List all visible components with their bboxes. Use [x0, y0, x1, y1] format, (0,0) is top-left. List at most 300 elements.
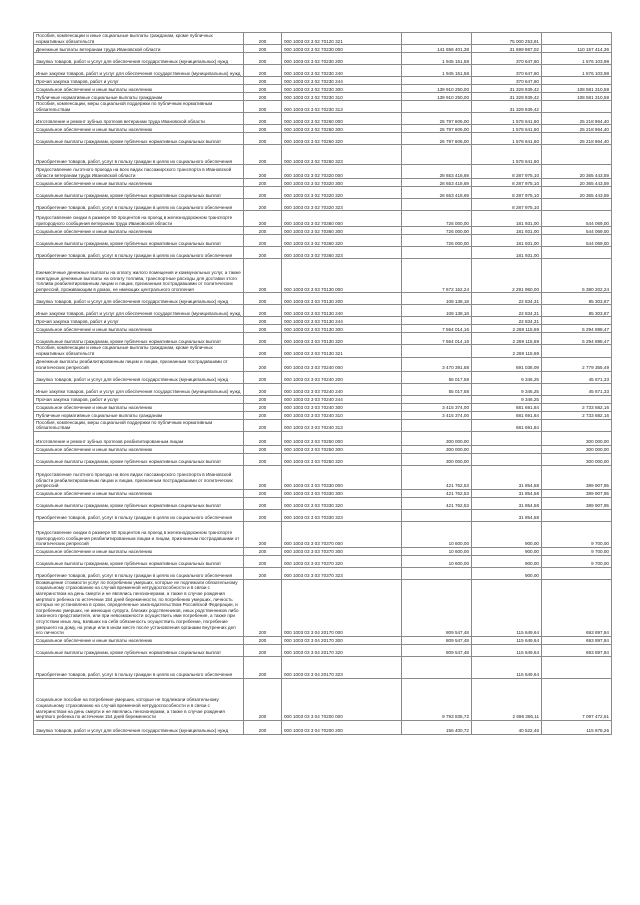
row-name-cell: Социальное пособие на погребение умерших, которые не подлежали обязательному социальному страхованию на случай временной нетрудоспособности и в связи с материнством на день смерти и не являлись пенсионерами, а также в случае рождения мертвого ребенка по истечении 154 дней беременности — [34, 678, 244, 720]
row-name-cell: Иные закупки товаров, работ и услуг для обеспечения государственных (муниципальных) нужд — [34, 305, 244, 317]
unexecuted-amount-cell — [542, 101, 612, 113]
executed-amount-cell: 370 647,60 — [472, 53, 542, 65]
row-name-cell: Социальное обеспечение и иные выплаты населению — [34, 445, 244, 453]
budget-classification-cell: 000 1003 03 3 03 70240 000 — [282, 357, 402, 371]
unexecuted-amount-cell — [542, 145, 612, 165]
budget-classification-cell: 000 1003 03 3 03 70240 244 — [282, 395, 402, 403]
executed-amount-cell: 31 854,58 — [472, 489, 542, 497]
budget-classification-cell: 000 1003 03 3 02 70320 300 — [282, 179, 402, 187]
row-code-cell: 200 — [244, 145, 282, 165]
row-code-cell: 200 — [244, 113, 282, 125]
row-name-cell: Социальные выплаты гражданам, кроме публичных нормативных социальных выплат — [34, 133, 244, 145]
executed-amount-cell: 8 287 975,10 — [472, 187, 542, 199]
approved-amount-cell: 7 564 014,16 — [402, 325, 472, 333]
row-name-cell: Иные закупки товаров, работ и услуг для обеспечения государственных (муниципальных) нужд — [34, 383, 244, 395]
row-name-cell: Социальное обеспечение и иные выплаты населению — [34, 85, 244, 93]
unexecuted-amount-cell: 25 218 964,40 — [542, 125, 612, 133]
approved-amount-cell — [402, 199, 472, 211]
budget-classification-cell: 000 1003 03 3 02 70230 313 — [282, 101, 402, 113]
approved-amount-cell: 28 653 418,69 — [402, 187, 472, 199]
approved-amount-cell: 7 672 152,24 — [402, 259, 472, 293]
executed-amount-cell: 181 931,00 — [472, 247, 542, 259]
approved-amount-cell: 139 910 250,00 — [402, 93, 472, 101]
row-code-cell: 200 — [244, 199, 282, 211]
row-code-cell: 200 — [244, 431, 282, 445]
approved-amount-cell: 10 600,00 — [402, 555, 472, 567]
executed-amount-cell: 31 699 987,02 — [472, 45, 542, 53]
budget-classification-cell: 000 1003 03 3 03 70370 000 — [282, 521, 402, 547]
budget-classification-cell: 000 1003 03 3 03 70130 240 — [282, 305, 402, 317]
row-name-cell: Пособия, компенсации и иные социальные выплаты гражданам, кроме публичных нормативных обязательств — [34, 33, 244, 45]
row-code-cell: 200 — [244, 325, 282, 333]
approved-amount-cell: 139 910 250,00 — [402, 85, 472, 93]
table-row — [34, 383, 612, 395]
row-name-cell: Социальные выплаты гражданам, кроме публичных нормативных социальных выплат — [34, 187, 244, 199]
budget-classification-cell: 000 1003 03 3 02 70320 323 — [282, 199, 402, 211]
approved-amount-cell: 726 000,00 — [402, 211, 472, 227]
approved-amount-cell — [402, 317, 472, 325]
approved-amount-cell: 28 653 418,69 — [402, 179, 472, 187]
row-name-cell: Возмещение стоимости услуг по погребению умерших, которые не подлежали обязательному социальному страхованию на случай временной нетрудоспособности и в связи с материнством на день смерти и не являлись пенсионерами, а также в случае рождения мертвого ребенка по истечении 154 дней беременности, по погребению умерших, личность которых не установлена в сроки, определенные законодательством Российской Федерации, и погребению умерших, не имеющих супруга, близких родственников, иных родственников либо законного представителя, или при невозможности осуществить ими погребение, а также при отсутствии иных лиц, взявших на себя обязанность осуществить погребение, погребение умершего на дому, на улице или в ином месте после установления органами внутренних дел его личности — [34, 579, 244, 636]
row-name-cell: Социальные выплаты гражданам, кроме публичных нормативных социальных выплат — [34, 644, 244, 656]
budget-classification-cell: 000 1003 03 3 02 70260 300 — [282, 125, 402, 133]
unexecuted-amount-cell: 2 733 682,16 — [542, 411, 612, 419]
table-row — [34, 555, 612, 567]
row-code-cell: 200 — [244, 317, 282, 325]
row-code-cell: 200 — [244, 371, 282, 383]
approved-amount-cell — [402, 509, 472, 521]
table-row — [34, 113, 612, 125]
executed-amount-cell: 31 854,58 — [472, 497, 542, 509]
approved-amount-cell — [402, 567, 472, 579]
row-name-cell: Пособия, компенсации, меры социальной поддержки по публичным нормативным обязательствам — [34, 101, 244, 113]
budget-classification-cell: 000 1003 03 3 03 70250 000 — [282, 431, 402, 445]
budget-classification-cell: 000 1003 03 3 03 70240 313 — [282, 419, 402, 431]
row-name-cell: Пособия, компенсации, меры социальной поддержки по публичным нормативным обязательствам — [34, 419, 244, 431]
table-row — [34, 579, 612, 636]
table-row — [34, 465, 612, 489]
unexecuted-amount-cell: 9 700,00 — [542, 555, 612, 567]
table-row — [34, 45, 612, 53]
row-code-cell: 200 — [244, 644, 282, 656]
table-row — [34, 345, 612, 357]
budget-classification-cell: 000 1003 03 3 02 70230 300 — [282, 85, 402, 93]
row-code-cell: 200 — [244, 555, 282, 567]
budget-classification-cell: 000 1003 03 3 03 70250 320 — [282, 453, 402, 465]
approved-amount-cell: 7 564 014,16 — [402, 333, 472, 345]
row-code-cell: 200 — [244, 45, 282, 53]
approved-amount-cell — [402, 419, 472, 431]
row-code-cell: 200 — [244, 579, 282, 636]
row-code-cell: 200 — [244, 636, 282, 644]
executed-amount-cell: 1 578 641,60 — [472, 133, 542, 145]
executed-amount-cell: 691 036,09 — [472, 357, 542, 371]
row-code-cell: 200 — [244, 357, 282, 371]
unexecuted-amount-cell — [542, 395, 612, 403]
unexecuted-amount-cell: 9 700,00 — [542, 521, 612, 547]
unexecuted-amount-cell: 5 380 202,24 — [542, 259, 612, 293]
approved-amount-cell: 26 797 606,00 — [402, 113, 472, 125]
budget-classification-cell: 000 1003 03 3 02 70360 323 — [282, 247, 402, 259]
row-code-cell: 200 — [244, 293, 282, 305]
row-code-cell: 200 — [244, 101, 282, 113]
unexecuted-amount-cell: 300 000,00 — [542, 431, 612, 445]
unexecuted-amount-cell: 5 294 898,47 — [542, 325, 612, 333]
budget-classification-cell: 000 1003 03 3 02 70360 000 — [282, 211, 402, 227]
table-row — [34, 187, 612, 199]
budget-classification-cell: 000 1003 03 3 03 70240 300 — [282, 403, 402, 411]
table-row — [34, 227, 612, 235]
executed-amount-cell: 1 578 641,60 — [472, 113, 542, 125]
row-code-cell: 200 — [244, 547, 282, 555]
row-code-cell: 200 — [244, 656, 282, 678]
table-row — [34, 403, 612, 411]
executed-amount-cell: 181 931,00 — [472, 211, 542, 227]
row-name-cell: Публичные нормативные социальные выплаты гражданам — [34, 93, 244, 101]
executed-amount-cell: 8 287 975,10 — [472, 179, 542, 187]
row-code-cell: 200 — [244, 85, 282, 93]
budget-classification-cell: 000 1003 03 3 03 70370 323 — [282, 567, 402, 579]
row-code-cell: 200 — [244, 345, 282, 357]
row-code-cell: 200 — [244, 403, 282, 411]
row-name-cell: Закупка товаров, работ и услуг для обеспечения государственных (муниципальных) нужд — [34, 293, 244, 305]
unexecuted-amount-cell: 2 733 682,16 — [542, 403, 612, 411]
row-code-cell: 200 — [244, 383, 282, 395]
unexecuted-amount-cell: 85 303,87 — [542, 293, 612, 305]
row-name-cell: Приобретение товаров, работ, услуг в пользу граждан в целях их социального обеспечения — [34, 567, 244, 579]
table-row — [34, 125, 612, 133]
row-code-cell: 200 — [244, 125, 282, 133]
row-code-cell: 200 — [244, 445, 282, 453]
table-row — [34, 509, 612, 521]
approved-amount-cell — [402, 345, 472, 357]
approved-amount-cell: 10 600,00 — [402, 521, 472, 547]
approved-amount-cell — [402, 77, 472, 85]
unexecuted-amount-cell: 544 069,00 — [542, 227, 612, 235]
row-name-cell: Приобретение товаров, работ, услуг в пользу граждан в целях их социального обеспечения — [34, 509, 244, 521]
unexecuted-amount-cell — [542, 656, 612, 678]
row-code-cell: 200 — [244, 179, 282, 187]
approved-amount-cell: 726 000,00 — [402, 235, 472, 247]
approved-amount-cell: 421 762,53 — [402, 465, 472, 489]
approved-amount-cell: 108 138,18 — [402, 293, 472, 305]
row-code-cell: 200 — [244, 678, 282, 720]
row-name-cell: Предоставление скидки в размере 50 процентов на проезд в железнодорожном транспорте пригородного сообщения ветеранам труда Ивановской области — [34, 211, 244, 227]
executed-amount-cell: 40 522,46 — [472, 720, 542, 734]
executed-amount-cell: 115 649,64 — [472, 656, 542, 678]
approved-amount-cell — [402, 656, 472, 678]
executed-amount-cell: 75 000 253,91 — [472, 33, 542, 45]
table-row — [34, 317, 612, 325]
budget-classification-cell: 000 1003 03 3 02 70360 320 — [282, 235, 402, 247]
executed-amount-cell: 9 346,25 — [472, 395, 542, 403]
table-row — [34, 211, 612, 227]
table-row — [34, 333, 612, 345]
budget-classification-cell: 000 1003 03 3 02 70260 000 — [282, 113, 402, 125]
budget-classification-cell: 000 1003 03 3 02 70120 321 — [282, 33, 402, 45]
table-row — [34, 411, 612, 419]
budget-classification-cell: 000 1003 03 3 02 70320 320 — [282, 187, 402, 199]
row-name-cell: Социальное обеспечение и иные выплаты населению — [34, 636, 244, 644]
approved-amount-cell: 156 400,72 — [402, 720, 472, 734]
row-name-cell: Иные закупки товаров, работ и услуг для обеспечения государственных (муниципальных) нужд — [34, 65, 244, 77]
executed-amount-cell: 8 287 975,10 — [472, 165, 542, 179]
executed-amount-cell: 1 578 641,60 — [472, 125, 542, 133]
executed-amount-cell: 2 291 950,00 — [472, 259, 542, 293]
row-code-cell: 200 — [244, 497, 282, 509]
row-code-cell: 200 — [244, 165, 282, 179]
unexecuted-amount-cell — [542, 77, 612, 85]
row-code-cell: 200 — [244, 453, 282, 465]
row-name-cell: Предоставление льготного проезда на всех видах пассажирского транспорта в Ивановской области реабилитированным лицам и лицам, признанным пострадавшими от политических репрессий — [34, 465, 244, 489]
row-name-cell: Социальное обеспечение и иные выплаты населению — [34, 325, 244, 333]
budget-classification-cell: 000 1003 03 3 04 70200 200 — [282, 720, 402, 734]
budget-classification-cell: 000 1003 03 3 03 70130 321 — [282, 345, 402, 357]
table-row — [34, 419, 612, 431]
executed-amount-cell: 681 691,84 — [472, 411, 542, 419]
table-row — [34, 497, 612, 509]
unexecuted-amount-cell: 7 097 472,61 — [542, 678, 612, 720]
row-name-cell: Социальные выплаты гражданам, кроме публичных нормативных социальных выплат — [34, 453, 244, 465]
executed-amount-cell: 8 287 975,10 — [472, 199, 542, 211]
unexecuted-amount-cell: 5 294 898,47 — [542, 333, 612, 345]
budget-classification-cell: 000 1003 03 3 04 20170 300 — [282, 636, 402, 644]
approved-amount-cell: 26 797 606,00 — [402, 125, 472, 133]
unexecuted-amount-cell: 1 576 103,98 — [542, 53, 612, 65]
approved-amount-cell: 28 653 418,69 — [402, 165, 472, 179]
row-name-cell: Прочая закупка товаров, работ и услуг — [34, 317, 244, 325]
budget-classification-cell: 000 1003 03 3 02 70230 240 — [282, 65, 402, 77]
approved-amount-cell: 300 000,00 — [402, 431, 472, 445]
approved-amount-cell: 108 138,18 — [402, 305, 472, 317]
budget-classification-cell: 000 1003 03 3 03 70330 320 — [282, 497, 402, 509]
row-name-cell: Социальное обеспечение и иные выплаты населению — [34, 179, 244, 187]
executed-amount-cell: 31 854,58 — [472, 509, 542, 521]
executed-amount-cell: 22 834,31 — [472, 317, 542, 325]
budget-classification-cell: 000 1003 03 3 03 70370 300 — [282, 547, 402, 555]
budget-classification-cell: 000 1003 03 3 03 70330 323 — [282, 509, 402, 521]
row-name-cell: Пособия, компенсации и иные социальные выплаты гражданам, кроме публичных нормативных обязательств — [34, 345, 244, 357]
table-row — [34, 179, 612, 187]
table-row — [34, 247, 612, 259]
table-row — [34, 101, 612, 113]
budget-classification-cell: 000 1003 03 3 03 70130 300 — [282, 325, 402, 333]
table-row — [34, 145, 612, 165]
budget-classification-cell: 000 1003 03 3 03 70130 000 — [282, 259, 402, 293]
executed-amount-cell: 181 931,00 — [472, 227, 542, 235]
table-row — [34, 199, 612, 211]
executed-amount-cell: 681 691,84 — [472, 419, 542, 431]
approved-amount-cell: 421 762,53 — [402, 489, 472, 497]
executed-amount-cell: 900,00 — [472, 555, 542, 567]
unexecuted-amount-cell: 389 907,95 — [542, 497, 612, 509]
row-code-cell: 200 — [244, 247, 282, 259]
approved-amount-cell: 10 600,00 — [402, 547, 472, 555]
approved-amount-cell: 9 793 835,72 — [402, 678, 472, 720]
budget-classification-cell: 000 1003 03 3 02 70320 000 — [282, 165, 402, 179]
executed-amount-cell: 2 696 366,11 — [472, 678, 542, 720]
row-name-cell: Социальные выплаты гражданам, кроме публичных нормативных социальных выплат — [34, 555, 244, 567]
row-code-cell: 200 — [244, 53, 282, 65]
unexecuted-amount-cell: 1 576 103,98 — [542, 65, 612, 77]
unexecuted-amount-cell: 115 878,26 — [542, 720, 612, 734]
table-row — [34, 65, 612, 77]
row-name-cell: Изготовление и ремонт зубных протезов ветеранам труда Ивановской области — [34, 113, 244, 125]
row-code-cell: 200 — [244, 211, 282, 227]
executed-amount-cell: 1 578 641,60 — [472, 145, 542, 165]
approved-amount-cell: 421 762,53 — [402, 497, 472, 509]
row-name-cell: Социальные выплаты гражданам, кроме публичных нормативных социальных выплат — [34, 333, 244, 345]
unexecuted-amount-cell — [542, 567, 612, 579]
approved-amount-cell: 3 470 391,58 — [402, 357, 472, 371]
executed-amount-cell: 9 346,25 — [472, 383, 542, 395]
executed-amount-cell — [472, 453, 542, 465]
unexecuted-amount-cell: 45 671,33 — [542, 383, 612, 395]
approved-amount-cell: 1 945 151,58 — [402, 53, 472, 65]
unexecuted-amount-cell: 544 069,00 — [542, 211, 612, 227]
table-body — [34, 33, 612, 735]
table-row — [34, 93, 612, 101]
row-code-cell: 200 — [244, 305, 282, 317]
unexecuted-amount-cell — [542, 317, 612, 325]
approved-amount-cell: 1 945 151,58 — [402, 65, 472, 77]
budget-classification-cell: 000 1003 03 3 03 70130 200 — [282, 293, 402, 305]
row-name-cell: Социальное обеспечение и иные выплаты населению — [34, 547, 244, 555]
row-name-cell: Приобретение товаров, работ, услуг в пользу граждан в целях их социального обеспечения — [34, 199, 244, 211]
row-name-cell: Предоставление льготного проезда на всех видах пассажирского транспорта в Ивановской области ветеранам труда Ивановской области — [34, 165, 244, 179]
row-code-cell: 200 — [244, 93, 282, 101]
table-row — [34, 489, 612, 497]
row-name-cell: Прочая закупка товаров, работ и услуг — [34, 77, 244, 85]
unexecuted-amount-cell: 9 700,00 — [542, 547, 612, 555]
table-row — [34, 720, 612, 734]
budget-classification-cell: 000 1003 03 3 02 70230 000 — [282, 45, 402, 53]
unexecuted-amount-cell: 20 365 443,59 — [542, 179, 612, 187]
approved-amount-cell: 26 797 606,00 — [402, 133, 472, 145]
table-row — [34, 85, 612, 93]
row-name-cell: Социальное обеспечение и иные выплаты населению — [34, 489, 244, 497]
executed-amount-cell: 31 854,58 — [472, 465, 542, 489]
row-code-cell: 200 — [244, 333, 282, 345]
row-code-cell: 200 — [244, 395, 282, 403]
unexecuted-amount-cell: 693 897,84 — [542, 644, 612, 656]
approved-amount-cell — [402, 145, 472, 165]
unexecuted-amount-cell: 693 897,84 — [542, 579, 612, 636]
budget-classification-cell: 000 1003 03 3 02 70230 200 — [282, 53, 402, 65]
approved-amount-cell: 300 000,00 — [402, 453, 472, 465]
budget-classification-cell: 000 1003 03 3 03 70330 300 — [282, 489, 402, 497]
row-code-cell: 200 — [244, 411, 282, 419]
table-row — [34, 547, 612, 555]
row-code-cell: 200 — [244, 489, 282, 497]
unexecuted-amount-cell: 300 000,00 — [542, 453, 612, 465]
unexecuted-amount-cell — [542, 509, 612, 521]
row-name-cell: Изготовление и ремонт зубных протезов реабилитированным лицам — [34, 431, 244, 445]
executed-amount-cell: 31 329 939,42 — [472, 101, 542, 113]
row-code-cell: 200 — [244, 259, 282, 293]
unexecuted-amount-cell: 389 907,95 — [542, 489, 612, 497]
table-row — [34, 133, 612, 145]
approved-amount-cell: 300 000,00 — [402, 445, 472, 453]
executed-amount-cell: 115 649,64 — [472, 644, 542, 656]
executed-amount-cell: 181 931,00 — [472, 235, 542, 247]
row-name-cell: Социальные выплаты гражданам, кроме публичных нормативных социальных выплат — [34, 497, 244, 509]
budget-classification-cell: 000 1003 03 3 03 70240 310 — [282, 411, 402, 419]
budget-classification-cell: 000 1003 03 3 03 70250 300 — [282, 445, 402, 453]
row-name-cell: Закупка товаров, работ и услуг для обеспечения государственных (муниципальных) нужд — [34, 371, 244, 383]
unexecuted-amount-cell — [542, 247, 612, 259]
budget-execution-table — [33, 32, 612, 735]
table-row — [34, 33, 612, 45]
row-name-cell: Ежемесячные денежные выплаты на оплату жилого помещения и коммунальных услуг, а также ежегодные денежные выплаты на оплату топлива, транспортные расходы для доставки этого топлива реабилитированным лицам и лицам, признанным пострадавшими от политических репрессий, проживающим в домах, не имеющих центрального отопления — [34, 259, 244, 293]
row-code-cell: 200 — [244, 33, 282, 45]
row-name-cell: Денежные выплаты ветеранам труда Ивановской области — [34, 45, 244, 53]
executed-amount-cell: 370 647,60 — [472, 65, 542, 77]
table-row — [34, 453, 612, 465]
executed-amount-cell: 2 269 115,69 — [472, 325, 542, 333]
table-row — [34, 431, 612, 445]
approved-amount-cell: 809 547,48 — [402, 579, 472, 636]
unexecuted-amount-cell — [542, 33, 612, 45]
approved-amount-cell: 3 415 374,00 — [402, 411, 472, 419]
unexecuted-amount-cell — [542, 345, 612, 357]
unexecuted-amount-cell: 25 218 964,40 — [542, 133, 612, 145]
approved-amount-cell — [402, 247, 472, 259]
row-code-cell: 200 — [244, 235, 282, 247]
row-code-cell: 200 — [244, 227, 282, 235]
row-name-cell: Закупка товаров, работ и услуг для обеспечения государственных (муниципальных) нужд — [34, 720, 244, 734]
executed-amount-cell: 22 834,31 — [472, 293, 542, 305]
table-row — [34, 395, 612, 403]
table-row — [34, 644, 612, 656]
executed-amount-cell: 31 329 939,42 — [472, 93, 542, 101]
unexecuted-amount-cell: 108 581 310,58 — [542, 85, 612, 93]
approved-amount-cell: 3 415 374,00 — [402, 403, 472, 411]
approved-amount-cell: 726 000,00 — [402, 227, 472, 235]
row-name-cell: Социальные выплаты гражданам, кроме публичных нормативных социальных выплат — [34, 235, 244, 247]
executed-amount-cell: 2 269 115,69 — [472, 333, 542, 345]
budget-classification-cell: 000 1003 03 3 03 70130 244 — [282, 317, 402, 325]
table-row — [34, 53, 612, 65]
table-row — [34, 371, 612, 383]
budget-classification-cell: 000 1003 03 3 03 70330 000 — [282, 465, 402, 489]
executed-amount-cell: 31 329 939,42 — [472, 85, 542, 93]
approved-amount-cell — [402, 395, 472, 403]
unexecuted-amount-cell: 45 671,33 — [542, 371, 612, 383]
row-code-cell: 200 — [244, 187, 282, 199]
budget-classification-cell: 000 1003 03 3 03 70370 320 — [282, 555, 402, 567]
row-name-cell: Социальное обеспечение и иные выплаты населению — [34, 125, 244, 133]
row-name-cell: Денежные выплаты реабилитированным лицам и лицам, признанным пострадавшими от политических репрессий — [34, 357, 244, 371]
approved-amount-cell: 809 547,48 — [402, 636, 472, 644]
executed-amount-cell: 22 834,31 — [472, 305, 542, 317]
executed-amount-cell: 900,00 — [472, 521, 542, 547]
unexecuted-amount-cell — [542, 199, 612, 211]
unexecuted-amount-cell: 389 907,95 — [542, 465, 612, 489]
executed-amount-cell: 115 649,64 — [472, 636, 542, 644]
table-row — [34, 636, 612, 644]
unexecuted-amount-cell — [542, 419, 612, 431]
row-name-cell: Приобретение товаров, работ, услуг в пользу граждан в целях их социального обеспечения — [34, 247, 244, 259]
row-code-cell: 200 — [244, 133, 282, 145]
table-row — [34, 567, 612, 579]
row-name-cell: Публичные нормативные социальные выплаты гражданам — [34, 411, 244, 419]
approved-amount-cell: 809 547,48 — [402, 644, 472, 656]
executed-amount-cell: 370 647,60 — [472, 77, 542, 85]
row-name-cell: Социальное обеспечение и иные выплаты населению — [34, 403, 244, 411]
budget-classification-cell: 000 1003 03 3 02 70360 300 — [282, 227, 402, 235]
unexecuted-amount-cell: 85 303,87 — [542, 305, 612, 317]
